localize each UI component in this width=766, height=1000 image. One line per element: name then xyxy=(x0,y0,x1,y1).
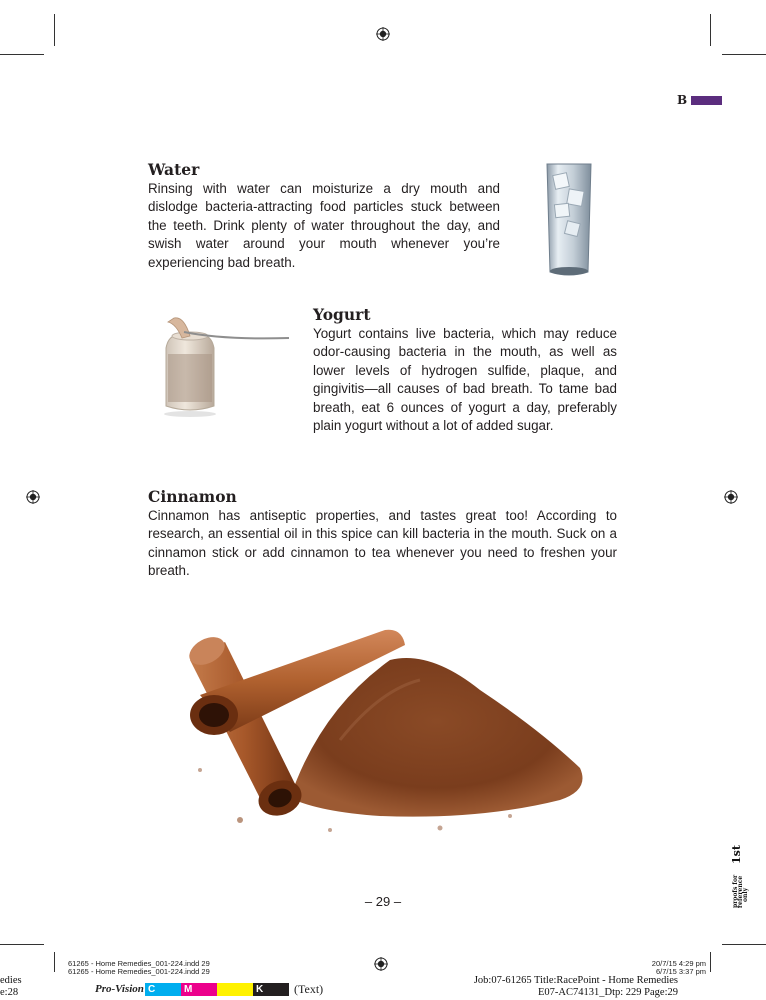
water-glass-image xyxy=(544,160,594,280)
registration-mark-icon xyxy=(26,490,40,504)
crop-mark xyxy=(54,952,55,972)
cinnamon-heading: Cinnamon xyxy=(148,487,237,506)
cinnamon-body: Cinnamon has antiseptic properties, and tastes great too! According to research, an essential oil in this spice can kill bacteria in the mouth. Suck on a cinnamon stick or add cinnamon to tea whenever you need to freshen your breath. xyxy=(148,508,617,579)
crop-mark xyxy=(0,54,44,55)
yellow-swatch: Y xyxy=(217,983,253,996)
registration-mark-icon xyxy=(374,957,388,971)
magenta-swatch: M xyxy=(181,983,217,996)
crop-mark xyxy=(710,14,711,46)
slug-left-edge-1: edies xyxy=(0,975,22,986)
slug-left-edge-2: e:28 xyxy=(0,987,19,998)
yogurt-jar-image xyxy=(154,314,294,419)
yogurt-heading: Yogurt xyxy=(313,305,371,324)
page-number: – 29 – xyxy=(364,894,402,909)
proof-stamp-line2: reference xyxy=(737,875,744,908)
cinnamon-image xyxy=(180,620,590,845)
section-tab-bar xyxy=(691,96,722,105)
slug-file-line-1: 61265 - Home Remedies_001-224.indd 29 xyxy=(68,959,210,968)
crop-mark xyxy=(722,944,766,945)
crop-mark xyxy=(722,54,766,55)
crop-mark xyxy=(710,952,711,972)
water-heading: Water xyxy=(148,160,200,179)
registration-mark-icon xyxy=(724,490,738,504)
slug-dtp-line: E07-AC74131_Dtp: 229 Page:29 xyxy=(538,987,678,998)
yogurt-body: Yogurt contains live bacteria, which may reduce odor-causing bacteria in the mouth, as well as lower levels of hydrogen sulfide, plaque, and gingivitis—all causes of bad breath. To tame bad breath, eat 6 ounces of yogurt a day, preferably plain yogurt without a lot of added sugar. xyxy=(313,326,617,434)
proof-stamp-first: 1st xyxy=(730,845,743,864)
slug-date-line-1: 20/7/15 4:29 pm xyxy=(651,959,706,968)
black-swatch: K xyxy=(253,983,289,996)
proof-stamp-line3: only xyxy=(742,887,749,902)
slug-file-line-2: 61265 - Home Remedies_001-224.indd 29 xyxy=(68,967,210,976)
slug-date-line-2: 6/7/15 3:37 pm xyxy=(655,967,706,976)
water-body: Rinsing with water can moisturize a dry mouth and dislodge bacteria-attracting food particles stuck between the teeth. Drink plenty of water throughout the day, and swish water around your mouth whenever you’re experiencing bad breath. xyxy=(148,181,500,270)
section-letter: B xyxy=(677,93,688,107)
proof-stamp-line1: proofs for xyxy=(732,874,739,908)
text-plate-label: (Text) xyxy=(294,982,324,996)
proof-stamp xyxy=(718,846,748,908)
cyan-swatch: C xyxy=(145,983,181,996)
provision-label: Pro-Vision xyxy=(95,983,144,995)
registration-mark-icon xyxy=(376,27,390,41)
crop-mark xyxy=(0,944,44,945)
crop-mark xyxy=(54,14,55,46)
slug-job-line: Job:07-61265 Title:RacePoint - Home Remedies xyxy=(473,975,678,986)
